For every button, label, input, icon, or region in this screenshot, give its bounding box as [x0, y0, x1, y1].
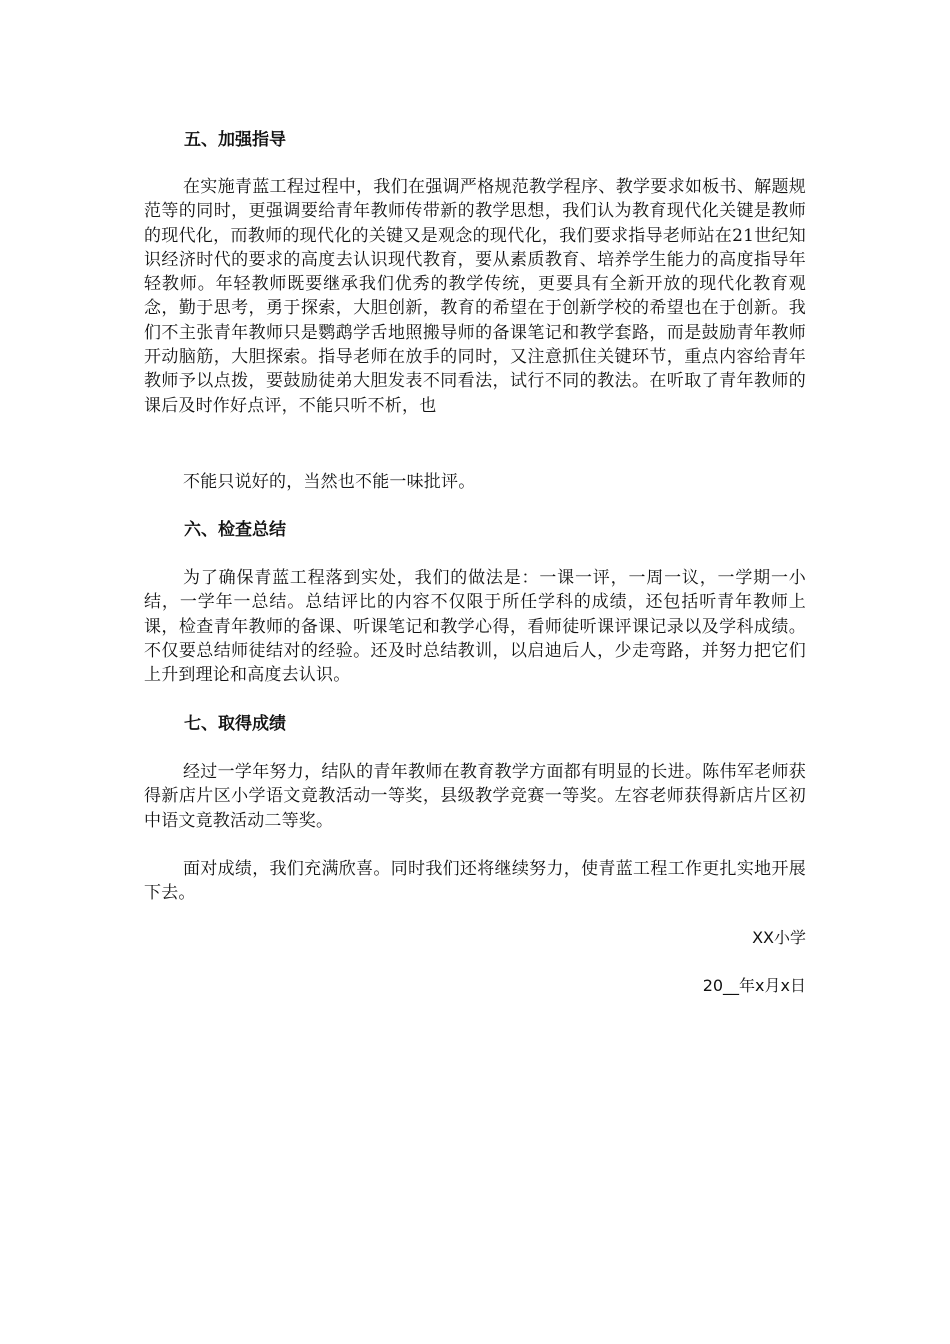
section-7-paragraph-1: 经过一学年努力，结队的青年教师在教育教学方面都有明显的长进。陈伟军老师获得新店片区小学语文竟教活动一等奖，县级教学竞赛一等奖。左容老师获得新店片区初中语文竟教活动二等奖。 [144, 762, 806, 831]
signature-date: 20__年x月x日 [702, 976, 806, 995]
section-heading-5: 五、加强指导 [184, 130, 286, 150]
section-heading-7: 七、取得成绩 [184, 714, 286, 734]
signature-org: XX小学 [752, 928, 806, 947]
section-5-paragraph-1: 在实施青蓝工程过程中，我们在强调严格规范教学程序、教学要求如板书、解题规范等的同时，更强调要给青年教师传带新的教学思想，我们认为教育现代化关键是教师的现代化，而教师的现代化的关键又是观念的现代化，我们要求指导老师站在21世纪知识经济时代的要求的高度去认识现代教育，要从素质教育、培养学生能力的高度指导年轻教师。年轻教师既要继承我们优秀的教学传统，更要具有全新开放的现代化教育观念，勤于思考，勇于探索，大胆创新，教育的希望在于创新学校的希望也在于创新。我们不主张青年教师只是鹦鹉学舌地照搬导师的备课笔记和教学套路，而是鼓励青年教师开动脑筋，大胆探索。指导老师在放手的同时，又注意抓住关键环节，重点内容给青年教师予以点拨，要鼓励徒弟大胆发表不同看法，试行不同的教法。在听取了青年教师的课后及时作好点评，不能只听不析，也 [144, 177, 806, 416]
section-5-paragraph-2: 不能只说好的，当然也不能一味批评。 [183, 472, 476, 492]
section-heading-6: 六、检查总结 [184, 520, 286, 540]
section-7-paragraph-2: 面对成绩，我们充满欣喜。同时我们还将继续努力，使青蓝工程工作更扎实地开展下去。 [144, 859, 806, 904]
section-6-paragraph-1: 为了确保青蓝工程落到实处，我们的做法是：一课一评，一周一议，一学期一小结，一学年一总结。总结评比的内容不仅限于所任学科的成绩，还包括听青年教师上课，检查青年教师的备课、听课笔记和教学心得，看师徒听课评课记录以及学科成绩。不仅要总结师徒结对的经验。还及时总结教训，以启迪后人，少走弯路，并努力把它们上升到理论和高度去认识。 [144, 568, 806, 686]
